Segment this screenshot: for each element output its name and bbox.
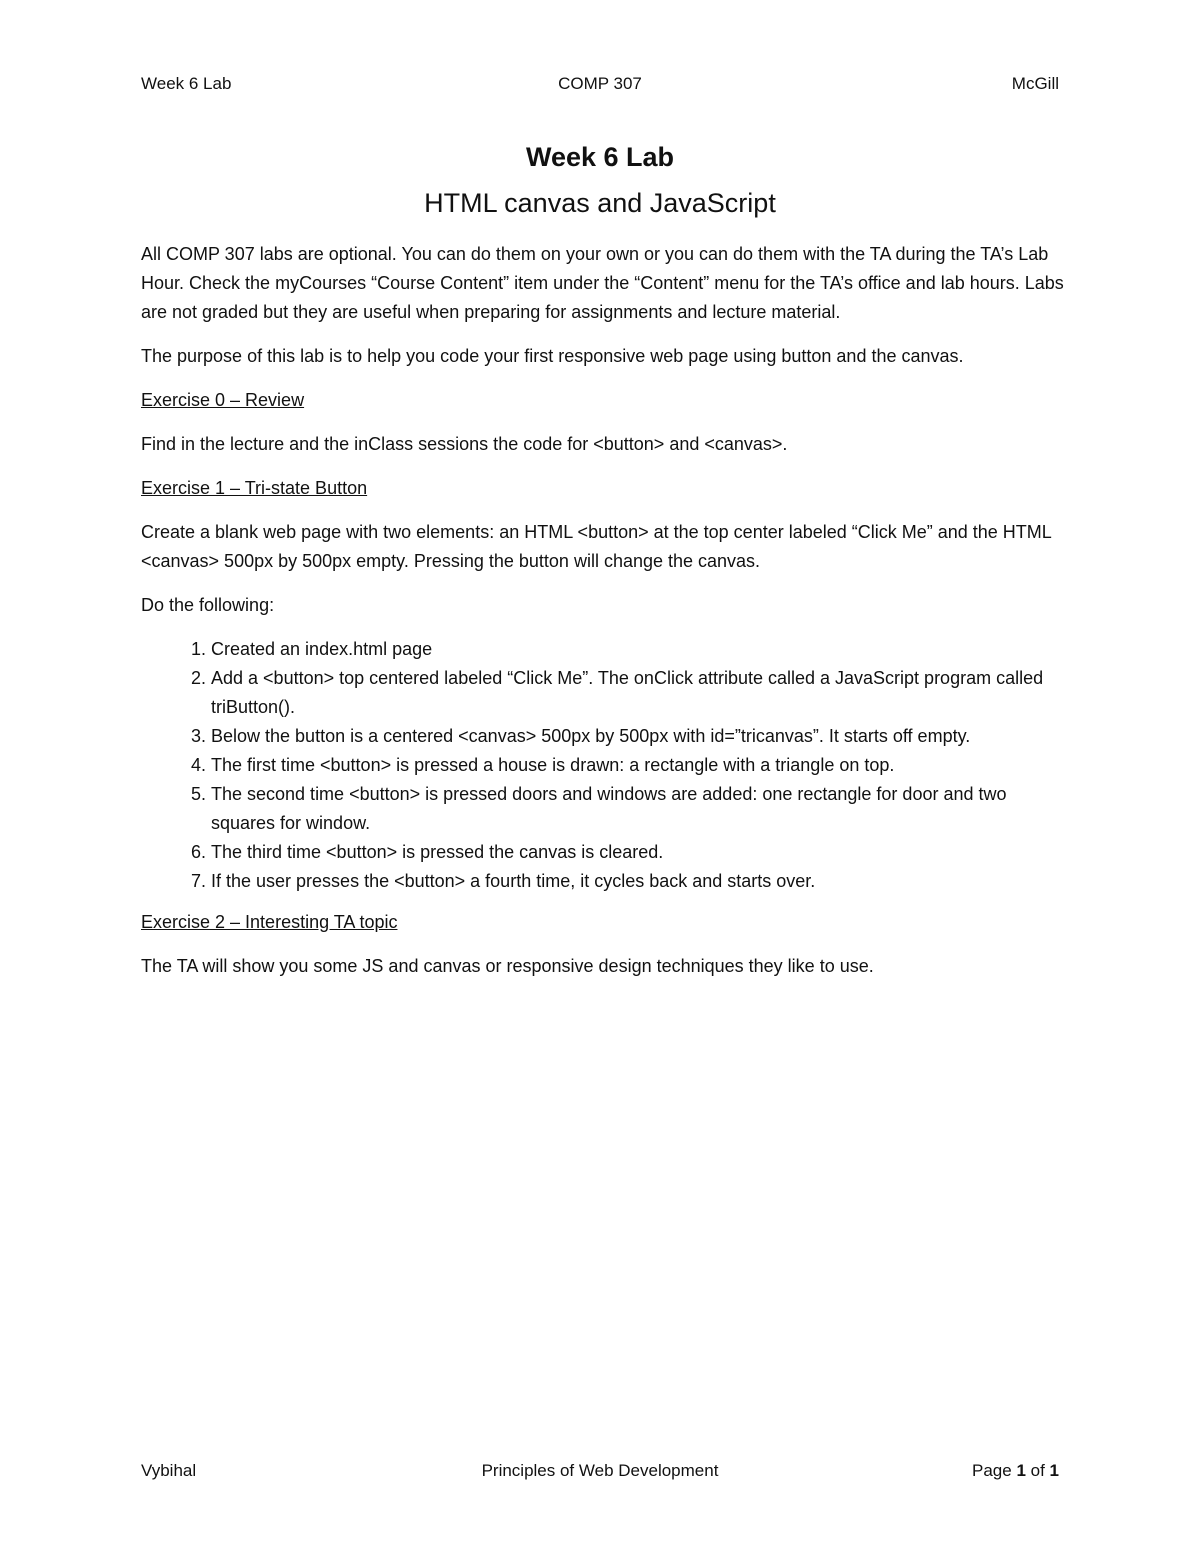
exercise-1-steps (141, 635, 1066, 896)
page-subtitle: HTML canvas and JavaScript (424, 188, 776, 218)
exercise-2-heading: Exercise 2 – Interesting TA topic (141, 912, 398, 932)
list-item: 3. Below the button is a centered <canvas> 500px by 500px with id=”tricanvas”. It starts off empty. (211, 722, 1066, 751)
page-title: Week 6 Lab (525, 142, 675, 172)
exercise-0-heading: Exercise 0 – Review (141, 390, 305, 410)
header-center: COMP 307 (558, 74, 642, 93)
list-item: 6. The third time <button> is pressed the canvas is cleared. (211, 838, 1066, 867)
do-following-label: Do the following: (141, 595, 275, 615)
header-right: McGill (1011, 74, 1059, 93)
exercise-1-heading: Exercise 1 – Tri-state Button (141, 478, 368, 498)
purpose-paragraph: The purpose of this lab is to help you code your first responsive web page using button and the canvas. (141, 346, 964, 366)
list-item: 7. If the user presses the <button> a fourth time, it cycles back and starts over. (211, 867, 1066, 896)
exercise-0-text: Find in the lecture and the inClass sessions the code for <button> and <canvas>. (141, 434, 788, 454)
total-pages: 1 (1049, 1461, 1059, 1480)
header-left: Week 6 Lab (141, 74, 232, 93)
list-item: 4. The first time <button> is pressed a house is drawn: a rectangle with a triangle on top. (211, 751, 1066, 780)
intro-paragraph: All COMP 307 labs are optional. You can do them on your own or you can do them with the TA during the TA’s Lab Hour. Check the myCourses “Course Content” item under the “Content” menu for the TA’s office and lab hours. Labs are not graded but they are useful when preparing for assignments and lecture material. (141, 244, 1064, 322)
footer-author: Vybihal (141, 1461, 197, 1480)
document-body (141, 240, 1066, 996)
footer-course-name: Principles of Web Development (481, 1461, 719, 1480)
list-item: 1. Created an index.html page (211, 635, 1066, 664)
list-item: 5. The second time <button> is pressed doors and windows are added: one rectangle for door and two squares for window. (211, 780, 1066, 838)
current-page: 1 (1016, 1461, 1026, 1480)
of-label: of (1025, 1461, 1050, 1480)
page-label: Page (972, 1461, 1017, 1480)
exercise-2-text: The TA will show you some JS and canvas or responsive design techniques they like to use. (141, 956, 874, 976)
page-number (972, 1461, 1059, 1481)
list-item: 2. Add a <button> top centered labeled “Click Me”. The onClick attribute called a JavaScript program called triButton(). (211, 664, 1066, 722)
exercise-1-text: Create a blank web page with two elements: an HTML <button> at the top center labeled “Click Me” and the HTML <canvas> 500px by 500px empty. Pressing the button will change the canvas. (141, 522, 1052, 571)
